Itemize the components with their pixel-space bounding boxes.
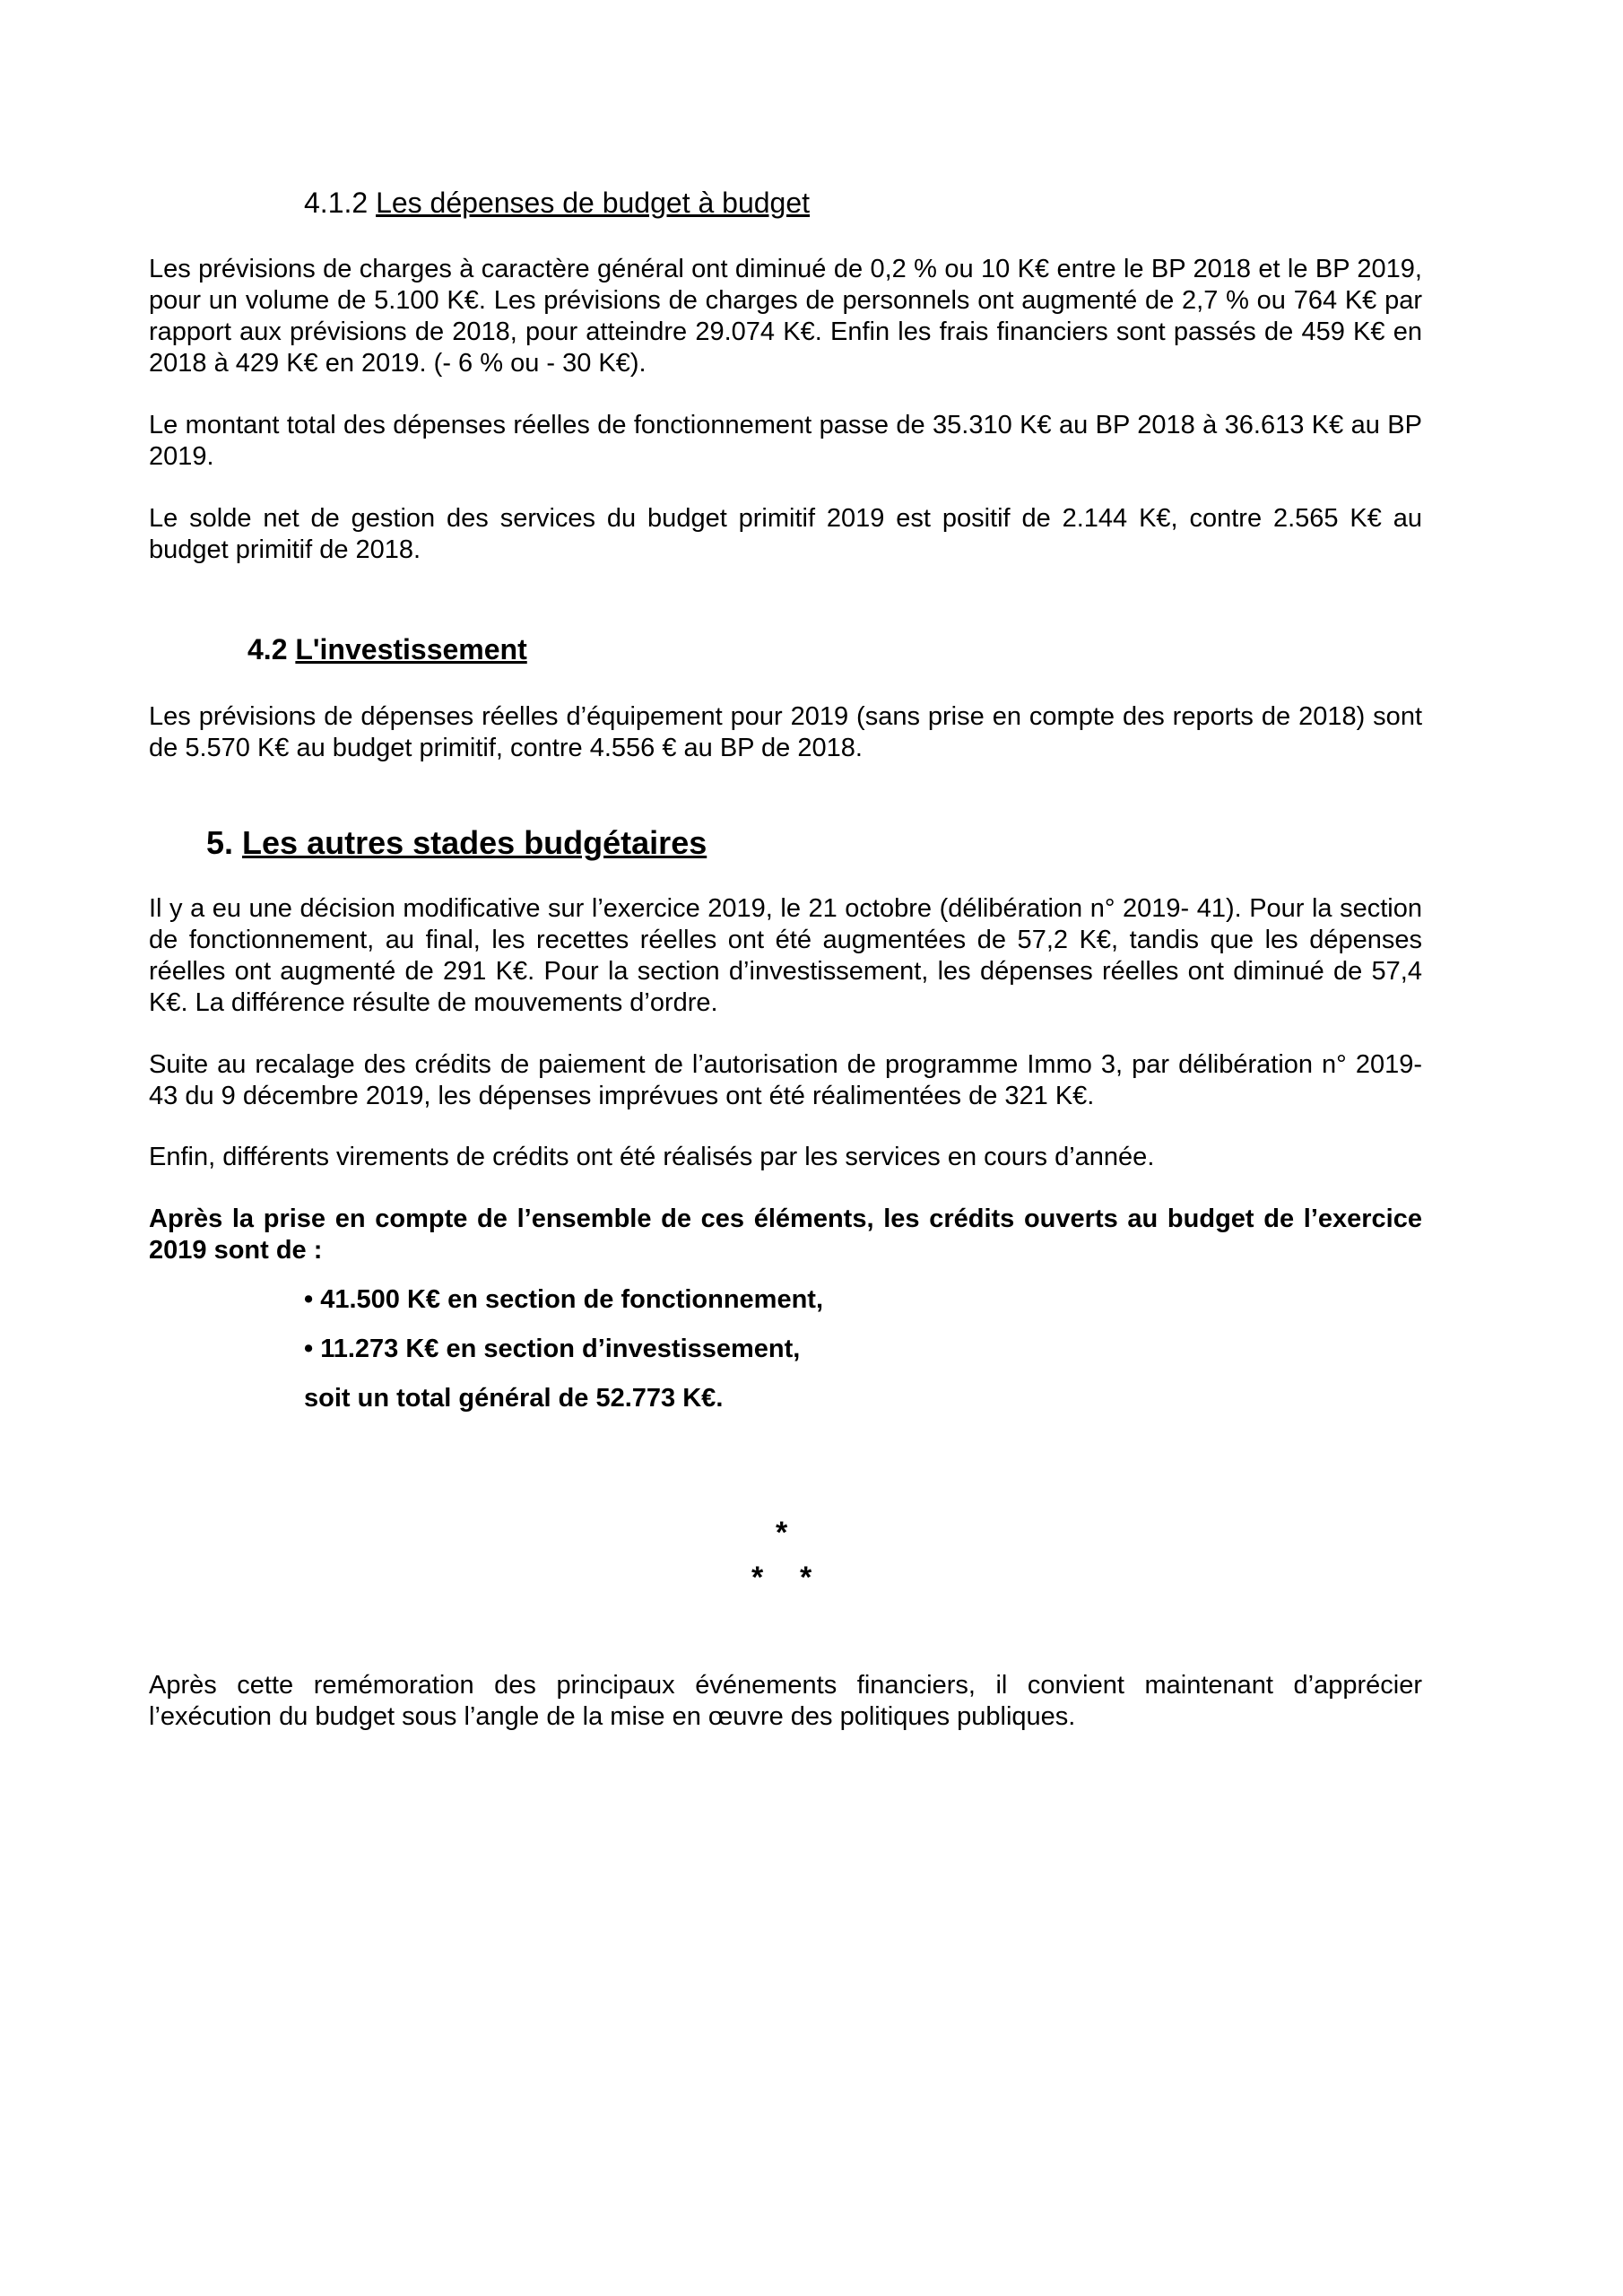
- heading-4-1-2-title: Les dépenses de budget à budget: [376, 187, 811, 219]
- list-item-investissement: • 11.273 K€ en section d’investissement,: [304, 1335, 801, 1363]
- paragraph-decision-modificative: Il y a eu une décision modificative sur l’exercice 2019, le 21 octobre (délibération n° 2019- 41). Pour la section de fonctionnement, au final, les recettes réelles ont été augmentées de 57,2 K€, tandis que les dépenses réelles ont augmenté de 291 K€. Pour la section d’investissement, les dépenses réelles ont diminué de 57,4 K€. La différence résulte de mouvements d’ordre.: [149, 894, 1422, 1017]
- separator-star-left: *: [751, 1561, 764, 1595]
- paragraph-charges: Les prévisions de charges à caractère général ont diminué de 0,2 % ou 10 K€ entre le BP 2018 et le BP 2019, pour un volume de 5.100 K€. Les prévisions de charges de personnels ont augmenté de 2,7 % ou 764 K€ par rapport aux prévisions de 2018, pour atteindre 29.074 K€. Enfin les frais financiers sont passés de 459 K€ en 2018 à 429 K€ en 2019. (- 6 % ou - 30 K€).: [149, 255, 1422, 378]
- paragraph-conclusion: Après cette remémoration des principaux événements financiers, il convient maintenant d’apprécier l’exécution du budget sous l’angle de la mise en œuvre des politiques publiques.: [149, 1671, 1422, 1731]
- paragraph-total-depenses: Le montant total des dépenses réelles de fonctionnement passe de 35.310 K€ au BP 2018 à 36.613 K€ au BP 2019.: [149, 411, 1422, 471]
- paragraph-virements: Enfin, différents virements de crédits ont été réalisés par les services en cours d’année.: [149, 1143, 1155, 1171]
- heading-4-2: [247, 631, 527, 667]
- separator-star-top: *: [776, 1516, 788, 1550]
- heading-5-title: Les autres stades budgétaires: [242, 824, 707, 861]
- heading-4-1-2: [304, 185, 810, 221]
- list-item-fonctionnement: • 41.500 K€ en section de fonctionnement,: [304, 1285, 824, 1314]
- heading-5-number: 5.: [206, 824, 243, 861]
- paragraph-solde-net: Le solde net de gestion des services du budget primitif 2019 est positif de 2.144 K€, contre 2.565 K€ au budget primitif de 2018.: [149, 504, 1422, 564]
- separator-star-right: *: [800, 1561, 812, 1595]
- heading-4-2-title: L'investissement: [295, 633, 527, 665]
- paragraph-investissement: Les prévisions de dépenses réelles d’équipement pour 2019 (sans prise en compte des reports de 2018) sont de 5.570 K€ au budget primitif, contre 4.556 € au BP de 2018.: [149, 702, 1422, 762]
- paragraph-recalage: Suite au recalage des crédits de paiement de l’autorisation de programme Immo 3, par délibération n° 2019-43 du 9 décembre 2019, les dépenses imprévues ont été réalimentées de 321 K€.: [149, 1050, 1422, 1110]
- heading-4-2-number: 4.2: [247, 633, 296, 665]
- heading-5: [206, 823, 707, 863]
- heading-4-1-2-number: 4.1.2: [304, 187, 377, 219]
- total-general: soit un total général de 52.773 K€.: [304, 1384, 724, 1413]
- paragraph-credits-ouverts: Après la prise en compte de l’ensemble de ces éléments, les crédits ouverts au budget de l’exercice 2019 sont de :: [149, 1205, 1422, 1265]
